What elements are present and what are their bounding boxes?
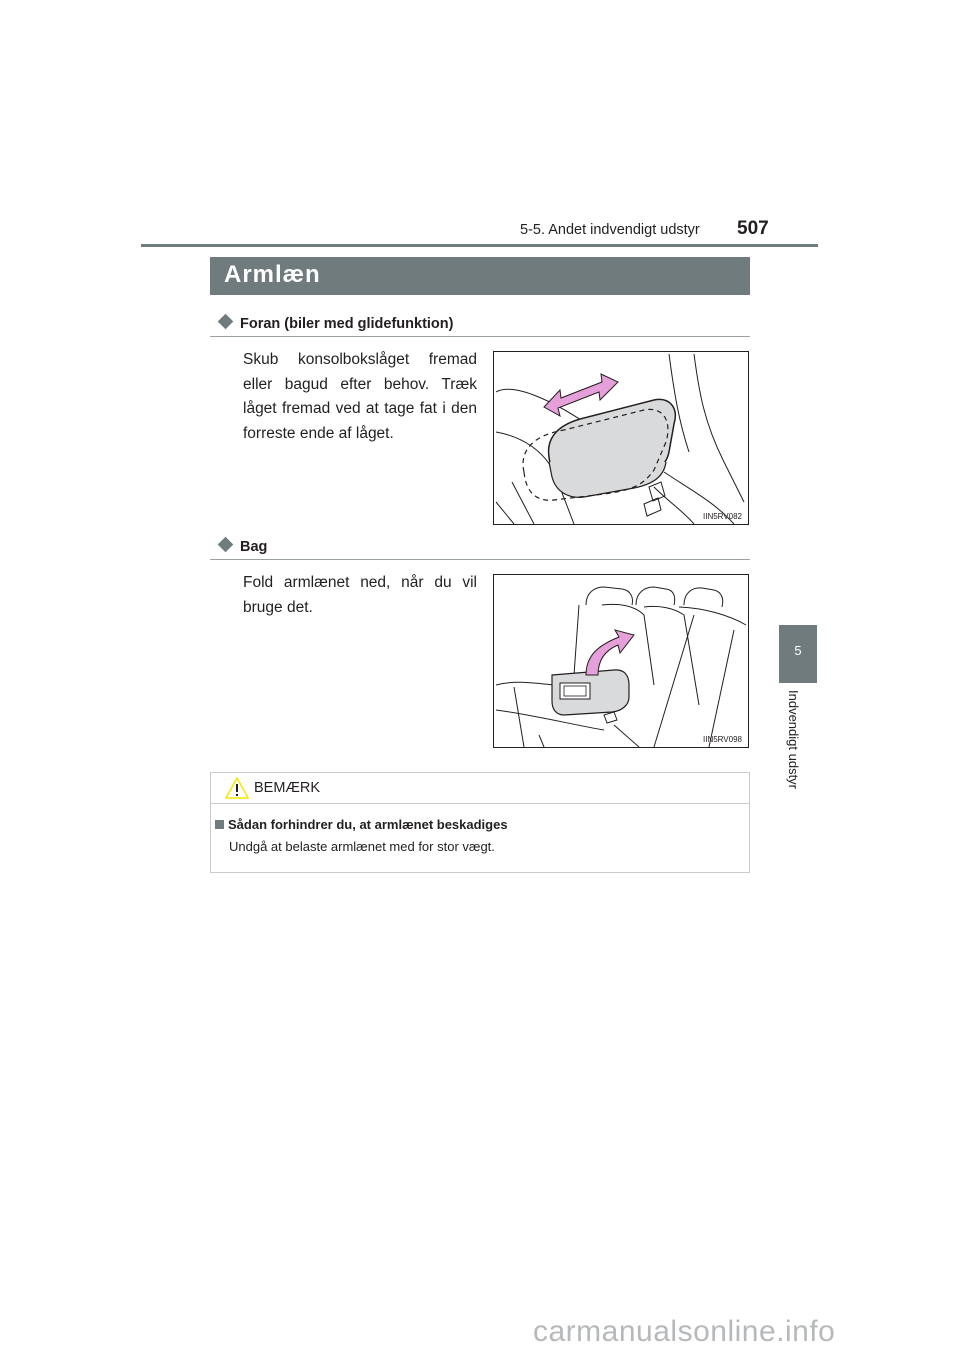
- figure-code: IIN5RV098: [703, 735, 742, 744]
- fold-arrow-icon: [586, 630, 634, 675]
- slide-arrow-icon: [544, 374, 618, 416]
- rear-instructions: Fold armlænet ned, når du vil bruge det.: [243, 574, 477, 616]
- notice-label: BEMÆRK: [254, 780, 321, 796]
- subheading-rear: [218, 539, 267, 555]
- subheading-rear-label: Bag: [240, 539, 268, 555]
- page-title-bar: [210, 257, 750, 295]
- page-number: 507: [737, 218, 769, 239]
- subheading-front-label: Foran (biler med glidefunktion): [240, 316, 454, 332]
- rear-armrest-illustration: [493, 574, 749, 748]
- header-rule: [141, 244, 818, 247]
- chapter-label: Indvendigt udstyr: [786, 690, 801, 790]
- chapter-number: 5: [794, 643, 802, 658]
- diamond-bullet-icon: [218, 314, 234, 330]
- subheading-rule: [210, 336, 750, 337]
- subheading-rule: [210, 559, 750, 560]
- page-title: Armlæn: [224, 261, 321, 288]
- front-instructions: Skub konsolbokslåget fremad eller bagud efter behov. Træk låget fremad ved at tage fat i den forreste ende af låget.: [243, 351, 477, 442]
- notice-text: Undgå at belaste armlænet med for stor vægt.: [229, 839, 495, 854]
- notice-title: [215, 817, 508, 832]
- chapter-tab[interactable]: [779, 625, 817, 683]
- rear-armrest-drawing: [494, 575, 748, 747]
- notice-header: [211, 773, 749, 804]
- notice-title-text: Sådan forhindrer du, at armlænet beskadiges: [228, 817, 508, 832]
- watermark: carmanualsonline.info: [533, 1315, 836, 1348]
- section-breadcrumb: 5-5. Andet indvendigt udstyr: [520, 222, 700, 238]
- front-armrest-drawing: [494, 352, 748, 524]
- figure-code: IIN5RV082: [703, 512, 742, 521]
- front-armrest-illustration: [493, 351, 749, 525]
- diamond-bullet-icon: [218, 537, 234, 553]
- notice-box: [210, 772, 750, 873]
- subheading-front: [218, 316, 453, 332]
- square-bullet-icon: [215, 820, 224, 829]
- warning-triangle-icon: [225, 777, 249, 799]
